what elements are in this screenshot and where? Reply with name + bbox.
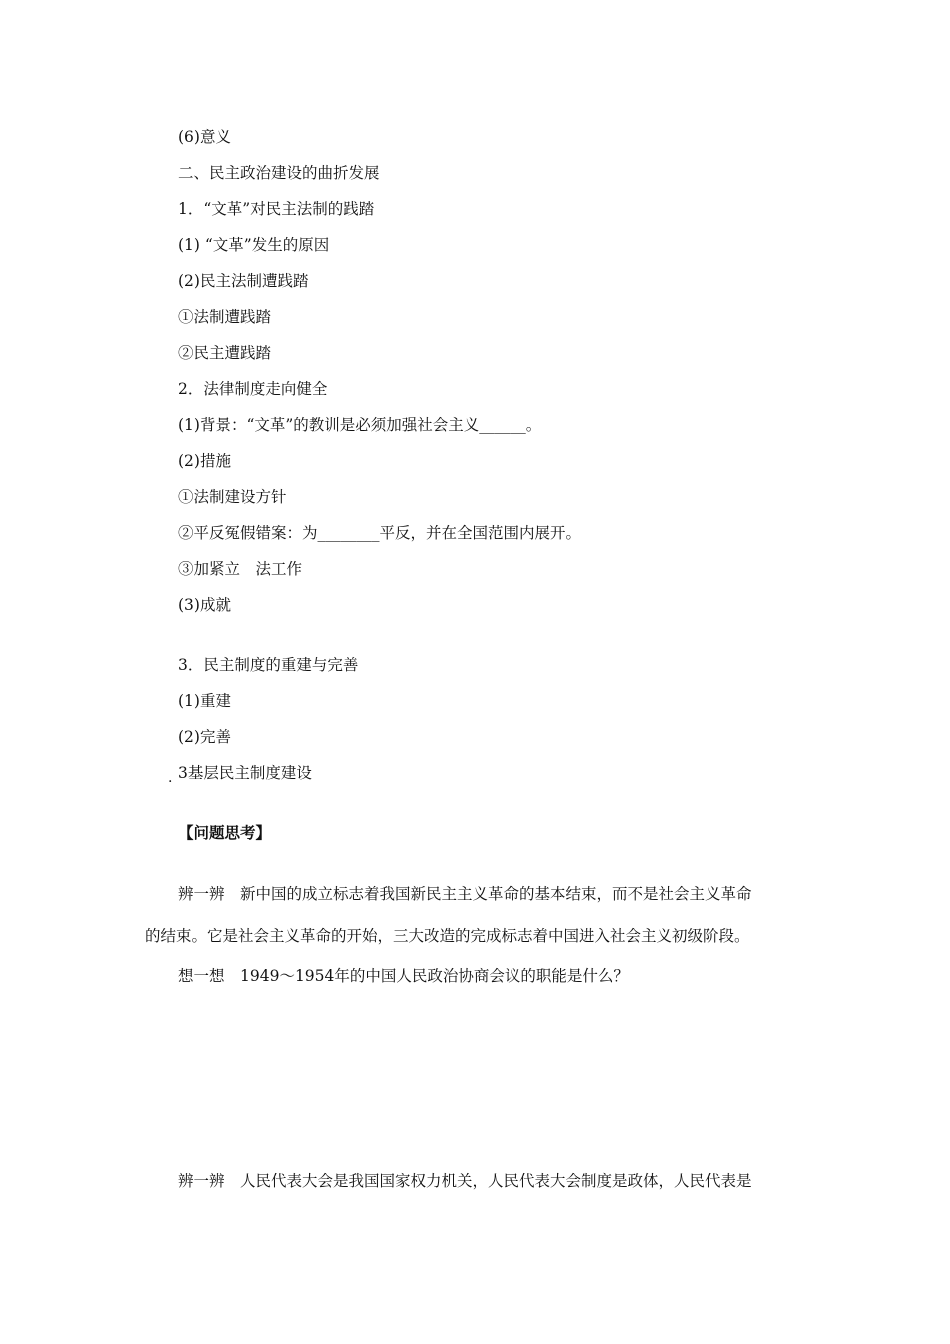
item-measures: (2)措施 — [178, 452, 231, 470]
item-democracy-trampled: ②民主遭践踏 — [178, 344, 272, 362]
item-rehabilitation: ②平反冤假错案：为________平反，并在全国范围内展开。 — [178, 524, 582, 542]
item-grassroots: 3基层民主制度建设 — [178, 764, 312, 782]
item-1-cause: (1) “文革”发生的原因 — [178, 236, 330, 254]
question-heading: 【问题思考】 — [178, 823, 272, 842]
discuss-1-line-2: 的结束。它是社会主义革命的开始，三大改造的完成标志着中国进入社会主义初级阶段。 — [145, 927, 750, 945]
subsection-3-heading: 3．民主制度的重建与完善 — [178, 656, 359, 674]
discuss-2-line-1: 辨一辨 人民代表大会是我国国家权力机关，人民代表大会制度是政体，人民代表是 — [178, 1172, 752, 1190]
item-legal-policy: ①法制建设方针 — [178, 488, 287, 506]
subsection-2-heading: 2．法律制度走向健全 — [178, 380, 328, 398]
item-rebuild: (1)重建 — [178, 692, 231, 710]
item-legislation: ③加紧立 法工作 — [178, 560, 303, 578]
item-2-trampled: (2)民主法制遭践踏 — [178, 272, 309, 290]
discuss-1-line-1: 辨一辨 新中国的成立标志着我国新民主主义革命的基本结束，而不是社会主义革命 — [178, 885, 752, 903]
item-achievements: (3)成就 — [178, 596, 231, 614]
item-law-trampled: ①法制遭践踏 — [178, 308, 272, 326]
item-background: (1)背景：“文革”的教训是必须加强社会主义______。 — [178, 416, 542, 434]
stray-dot-mark: . — [168, 770, 173, 786]
think-question: 想一想 1949～1954年的中国人民政治协商会议的职能是什么？ — [178, 967, 629, 985]
subsection-1-heading: 1．“文革”对民主法制的践踏 — [178, 200, 375, 218]
item-improve: (2)完善 — [178, 728, 231, 746]
section-heading-2: 二、民主政治建设的曲折发展 — [178, 164, 380, 182]
item-6-significance: (6)意义 — [178, 128, 231, 146]
